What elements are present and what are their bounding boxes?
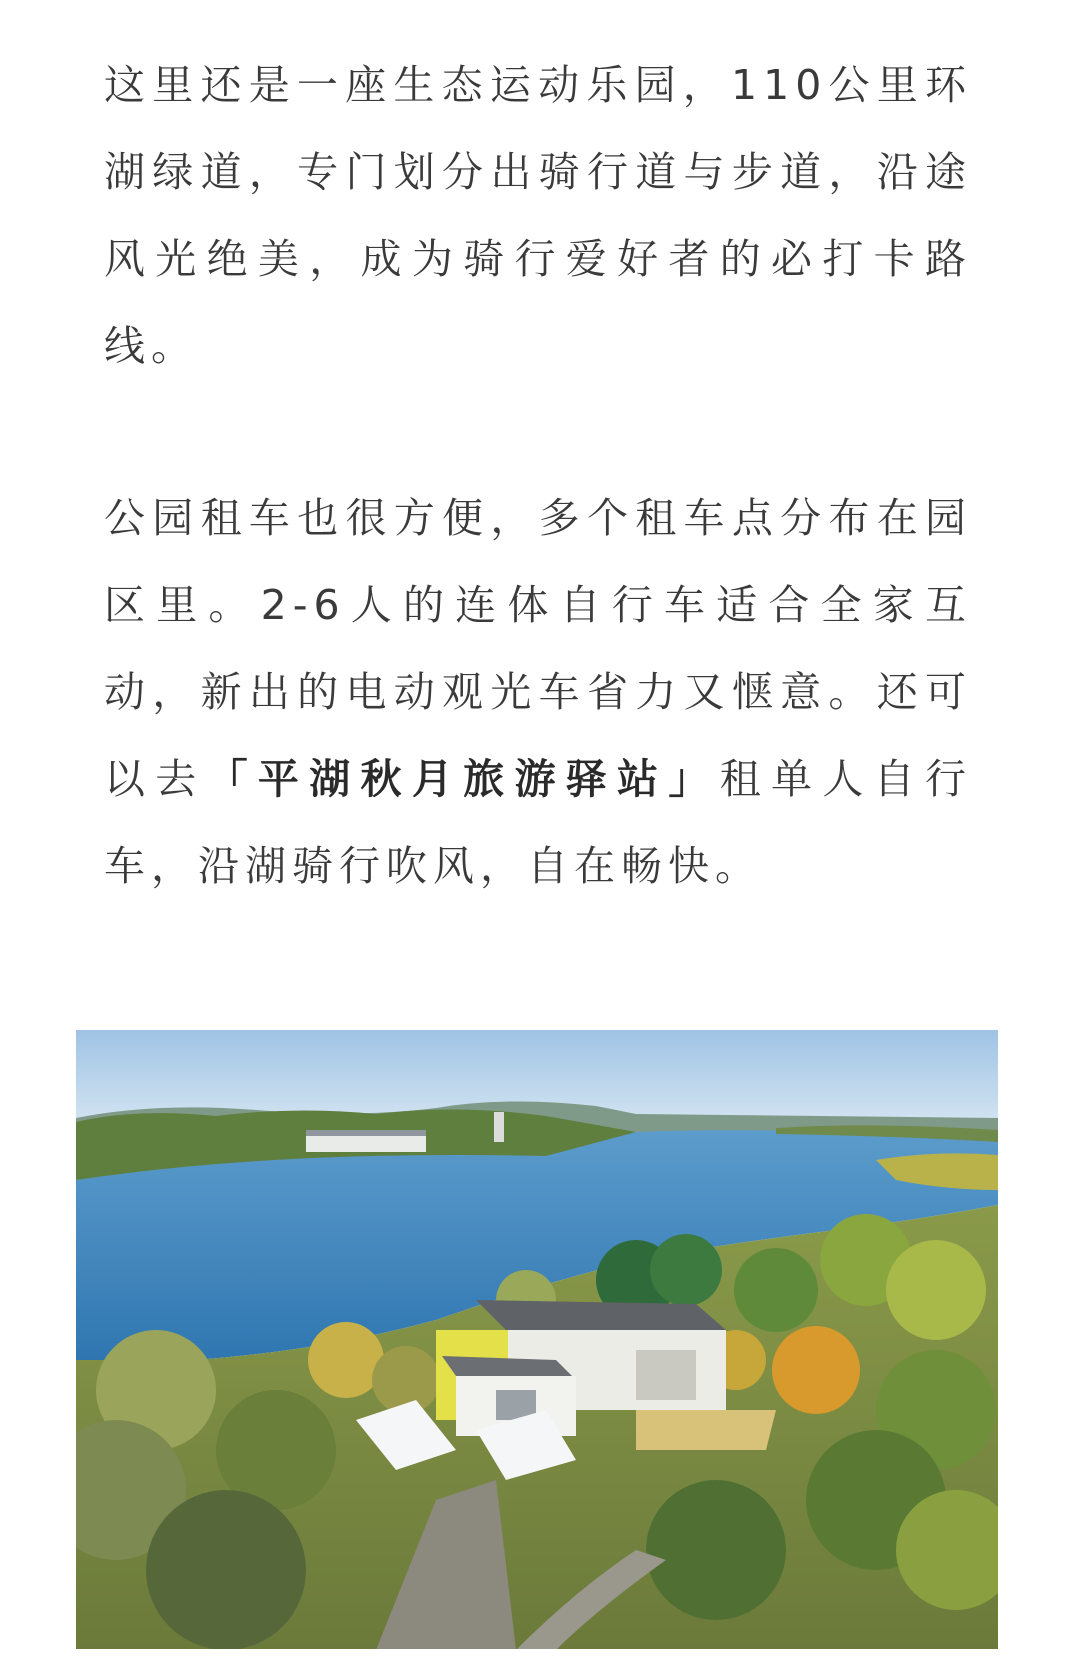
lake-aerial-photo	[76, 1030, 998, 1649]
paragraph-rental-text-after: 租单人自行车，沿湖骑行吹风，自在畅快。	[104, 755, 972, 890]
lake-aerial-illustration	[76, 1030, 998, 1649]
station-name-highlight: 「平湖秋月旅游驿站」	[206, 755, 720, 803]
paragraph-rental	[104, 475, 972, 910]
paragraph-cycling-text: 这里还是一座生态运动乐园，110公里环湖绿道，专门划分出骑行道与步道，沿途风光绝美，成为骑行爱好者的必打卡路线。	[104, 61, 972, 370]
paragraph-rental-text-before: 公园租车也很方便，多个租车点分布在园区里。2-6人的连体自行车适合全家互动，新出的电动观光车省力又惬意。还可以去	[104, 494, 972, 803]
paragraph-cycling	[104, 42, 972, 390]
